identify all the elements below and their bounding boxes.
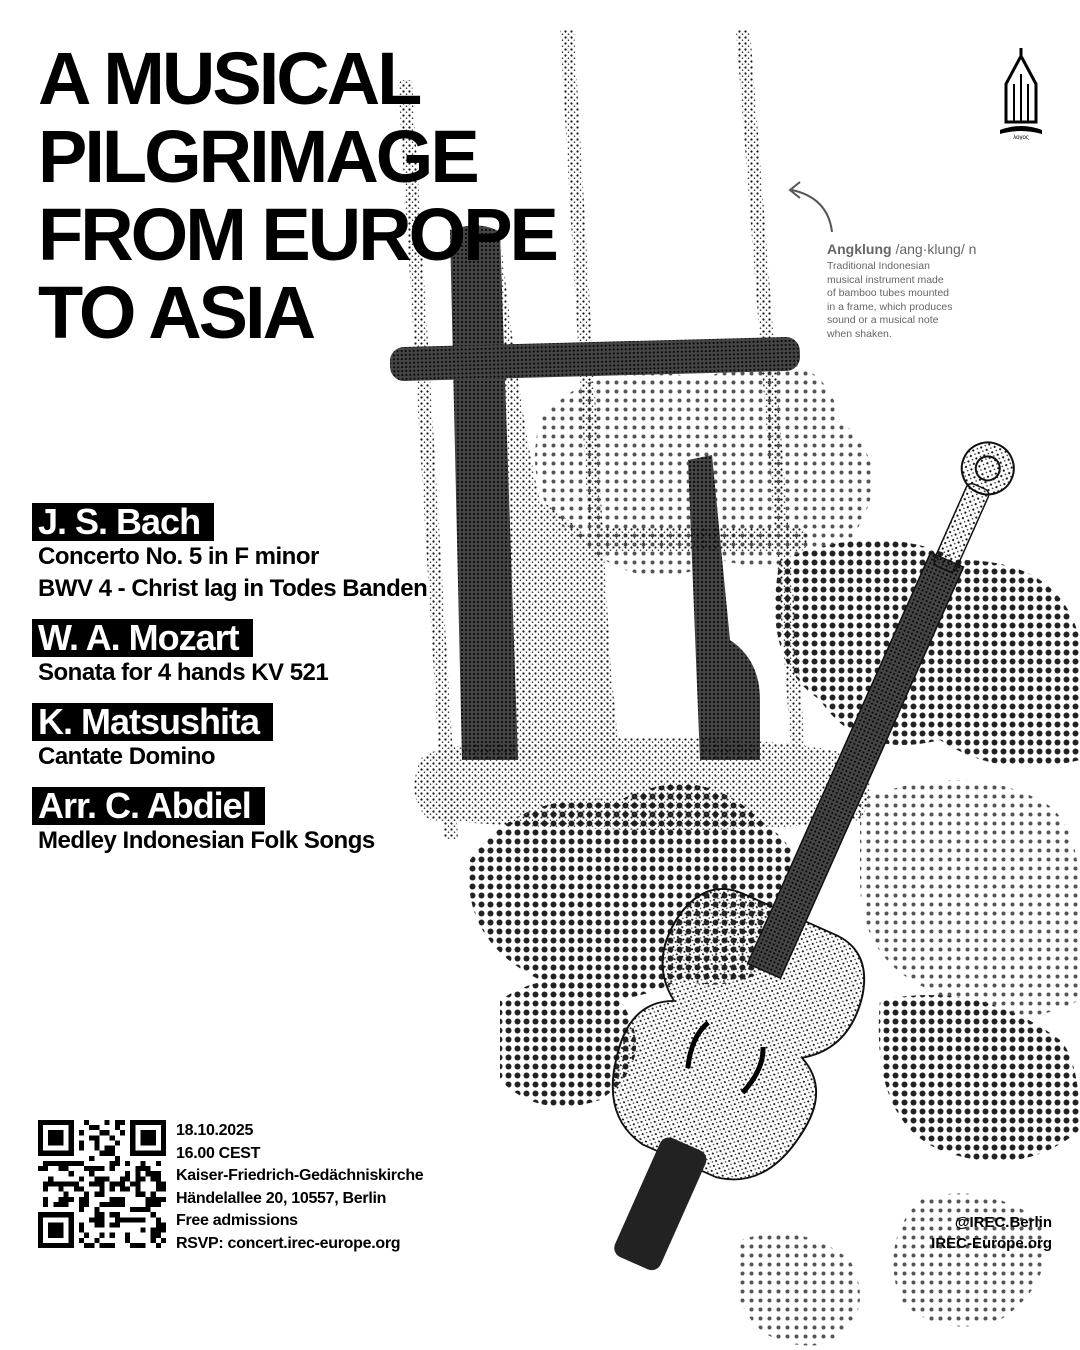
work-title: BWV 4 - Christ lag in Todes Banden (38, 575, 428, 602)
event-date: 18.10.2025 (176, 1122, 254, 1139)
church-logo-icon (996, 44, 1046, 140)
composer-label: W. A. Mozart (32, 619, 253, 657)
composer-label: K. Matsushita (32, 703, 273, 741)
work-title: Cantate Domino (38, 743, 216, 770)
program-item-mozart (32, 619, 427, 689)
event-venue: Kaiser-Friedrich-Gedächniskirche (176, 1167, 424, 1184)
work-title: Sonata for 4 hands KV 521 (38, 659, 329, 686)
social-handle[interactable]: @IREC.Berlin (954, 1214, 1052, 1231)
definition-line: sound or a musical note (827, 314, 939, 326)
qr-code-icon[interactable] (38, 1120, 166, 1248)
title-line: FROM EUROPE (38, 193, 556, 276)
concert-program (32, 503, 427, 871)
website-link[interactable]: IREC-Europe.org (931, 1235, 1052, 1252)
program-item-matsushita (32, 703, 427, 773)
work-title: Concerto No. 5 in F minor (38, 543, 319, 570)
event-time: 16.00 CEST (176, 1144, 261, 1162)
definition-line: Traditional Indonesian (827, 260, 930, 272)
title-line: TO ASIA (38, 271, 314, 354)
angklung-definition (827, 240, 997, 341)
definition-line: in a frame, which produces (827, 300, 953, 313)
title-line: A MUSICAL (38, 37, 420, 120)
definition-line: musical instrument made (827, 273, 944, 286)
curved-arrow-icon (780, 178, 840, 238)
definition-heading (827, 240, 997, 258)
event-admission: Free admissions (176, 1212, 298, 1229)
definition-line: when shaken. (827, 327, 892, 340)
definition-line: of bamboo tubes mounted (827, 287, 950, 299)
definition-pronunciation: /ang·klung/ n (895, 241, 977, 257)
social-links (931, 1212, 1052, 1254)
composer-label: Arr. C. Abdiel (32, 787, 265, 825)
definition-text (827, 260, 997, 341)
poster-title (38, 37, 556, 354)
event-address: Händelallee 20, 10557, Berlin (176, 1189, 387, 1207)
program-item-abdiel (32, 787, 427, 857)
event-rsvp[interactable]: RSVP: concert.irec-europe.org (176, 1234, 401, 1252)
work-title: Medley Indonesian Folk Songs (38, 827, 375, 854)
composer-label: J. S. Bach (32, 503, 214, 541)
svg-text:λογος: λογος (1013, 135, 1029, 140)
definition-word: Angklung (827, 241, 892, 257)
title-line: PILGRIMAGE (38, 115, 477, 198)
program-item-bach (32, 503, 427, 605)
event-details (176, 1120, 423, 1255)
